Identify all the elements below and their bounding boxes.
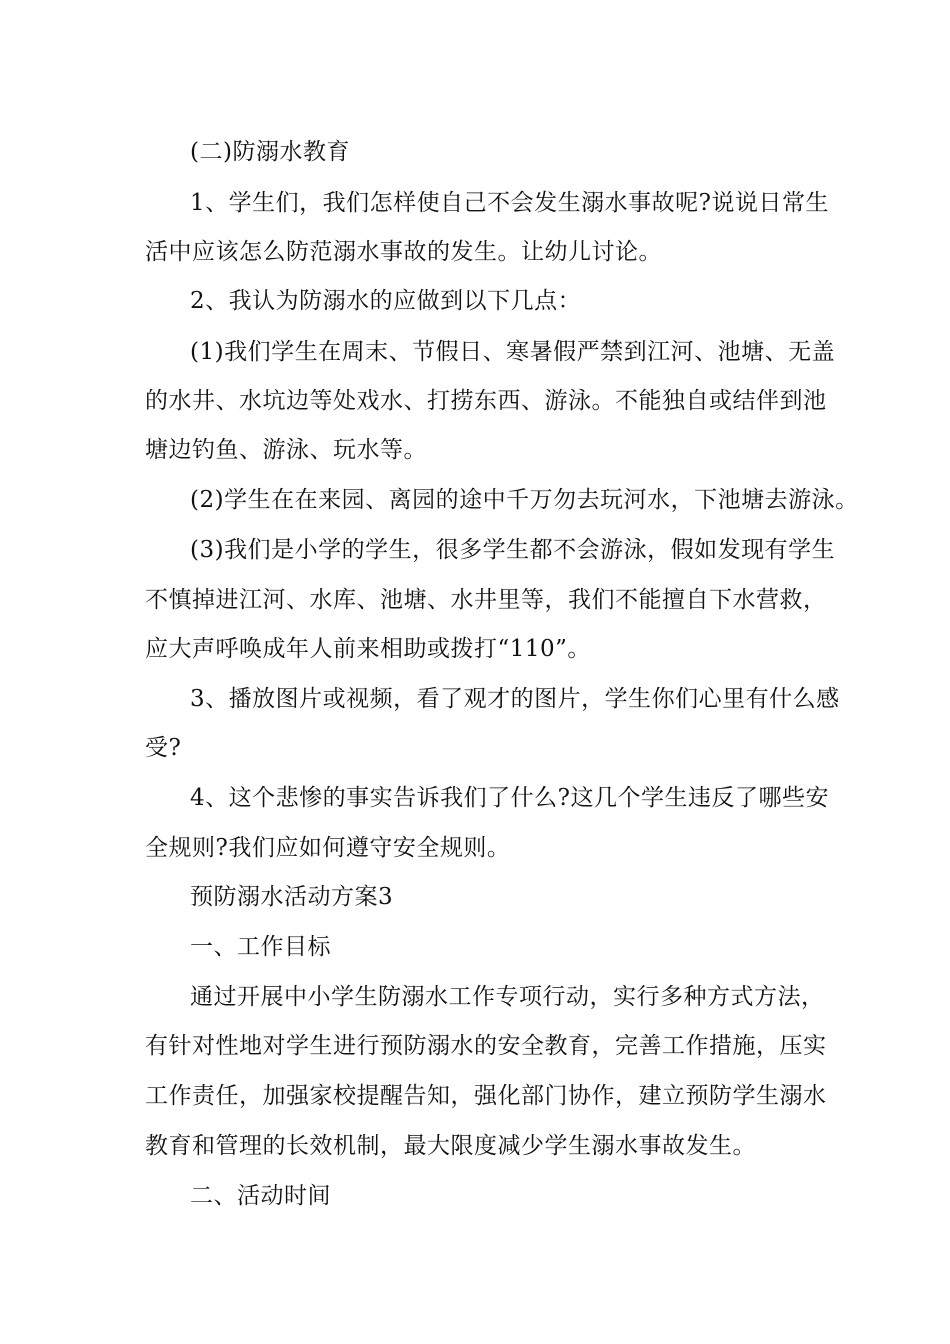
paragraph-line: 4、这个悲惨的事实告诉我们了什么?这几个学生违反了哪些安 bbox=[190, 785, 829, 811]
paragraph-line: (1)我们学生在周末、节假日、寒暑假严禁到江河、池塘、无盖 bbox=[190, 339, 836, 365]
paragraph-line: 通过开展中小学生防溺水工作专项行动，实行多种方式方法， bbox=[190, 984, 825, 1010]
section-heading: 预防溺水活动方案3 bbox=[190, 884, 394, 910]
paragraph-line: 3、播放图片或视频，看了观才的图片，学生你们心里有什么感 bbox=[190, 686, 840, 712]
paragraph-line: 2、我认为防溺水的应做到以下几点： bbox=[190, 288, 582, 314]
paragraph-line: 活中应该怎么防范溺水事故的发生。让幼儿讨论。 bbox=[145, 239, 662, 265]
paragraph-line: 塘边钓鱼、游泳、玩水等。 bbox=[145, 437, 427, 463]
paragraph-line: 有针对性地对学生进行预防溺水的安全教育，完善工作措施，压实 bbox=[145, 1033, 827, 1059]
paragraph-line: 受? bbox=[145, 735, 182, 761]
section-heading: 二、活动时间 bbox=[190, 1183, 331, 1209]
paragraph-line: (2)学生在在来园、离园的途中千万勿去玩河水，下池塘去游泳。 bbox=[190, 487, 859, 513]
section-heading: (二)防溺水教育 bbox=[190, 139, 350, 165]
paragraph-line: 的水井、水坑边等处戏水、打捞东西、游泳。不能独自或结伴到池 bbox=[145, 388, 827, 414]
paragraph-line: 应大声呼唤成年人前来相助或拨打“110”。 bbox=[145, 636, 591, 662]
paragraph-line: 1、学生们，我们怎样使自己不会发生溺水事故呢?说说日常生 bbox=[190, 190, 829, 216]
paragraph-line: 不慎掉进江河、水库、池塘、水井里等，我们不能擅自下水营救， bbox=[145, 587, 827, 613]
paragraph-line: 全规则?我们应如何遵守安全规则。 bbox=[145, 835, 511, 861]
paragraph-line: 教育和管理的长效机制，最大限度减少学生溺水事故发生。 bbox=[145, 1133, 756, 1159]
paragraph-line: (3)我们是小学的学生，很多学生都不会游泳，假如发现有学生 bbox=[190, 537, 836, 563]
paragraph-line: 工作责任，加强家校提醒告知，强化部门协作，建立预防学生溺水 bbox=[145, 1083, 827, 1109]
section-heading: 一、工作目标 bbox=[190, 934, 331, 960]
